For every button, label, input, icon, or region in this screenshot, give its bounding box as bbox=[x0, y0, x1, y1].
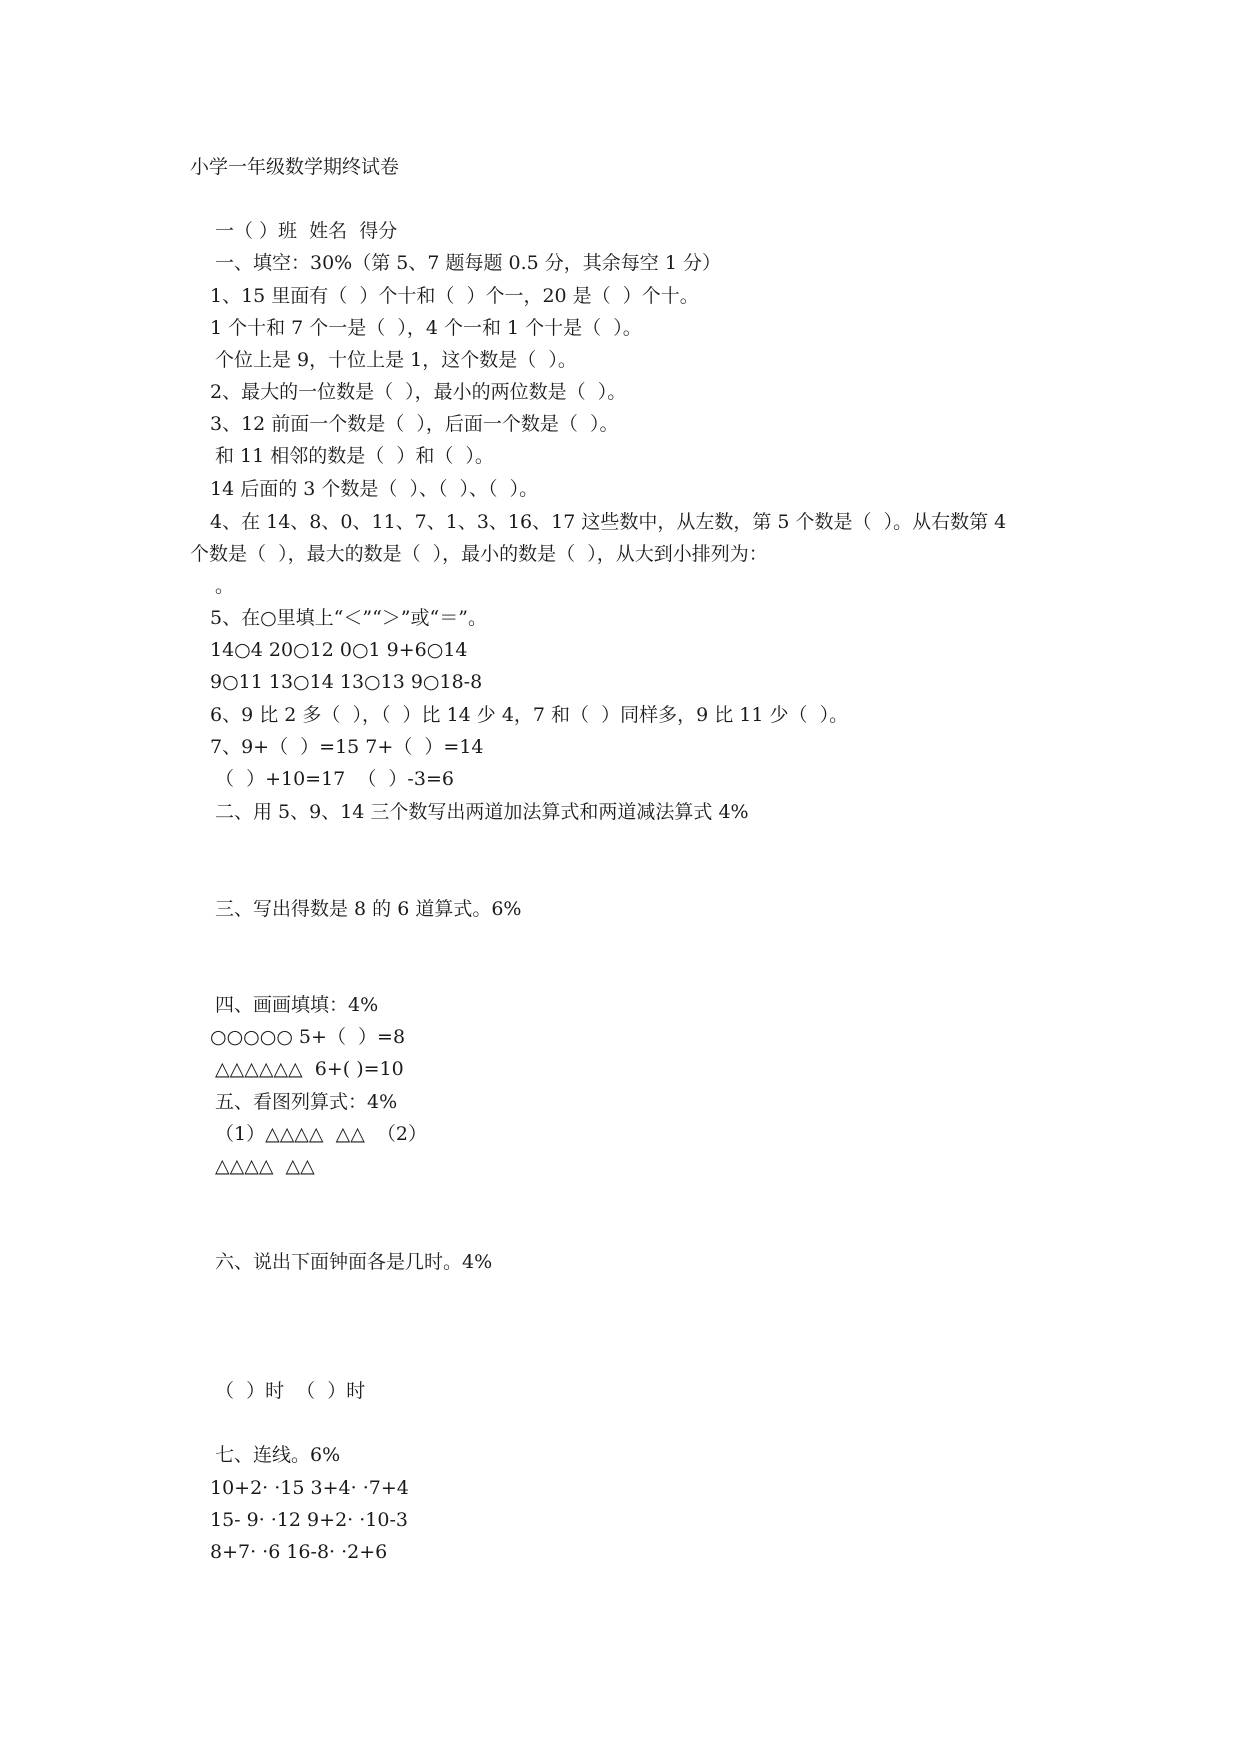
section-6-heading: 六、说出下面钟面各是几时。4% bbox=[215, 1251, 493, 1273]
section-1-heading: 一、填空：30%（第 5、7 题每题 0.5 分，其余每空 1 分） bbox=[215, 252, 721, 274]
section-6-answer-line: （ ）时 （ ）时 bbox=[215, 1380, 366, 1402]
student-info-line: 一（ ）班 姓名 得分 bbox=[215, 220, 398, 242]
question-4c: 。 bbox=[215, 575, 235, 597]
question-4b: 个数是（ ），最大的数是（ ），最小的数是（ ），从大到小排列为： bbox=[190, 543, 768, 565]
question-1c: 个位上是 9，十位上是 1，这个数是（ ）。 bbox=[215, 349, 577, 371]
section-7-heading: 七、连线。6% bbox=[215, 1444, 341, 1466]
question-2: 2、最大的一位数是（ ），最小的两位数是（ ）。 bbox=[210, 381, 627, 403]
question-5a: 14○4 20○12 0○1 9+6○14 bbox=[210, 639, 468, 661]
question-1b: 1 个十和 7 个一是（ ），4 个一和 1 个十是（ ）。 bbox=[210, 317, 642, 339]
question-3a: 3、12 前面一个数是（ ），后面一个数是（ ）。 bbox=[210, 413, 619, 435]
section-7-row-1: 10+2· ·15 3+4· ·7+4 bbox=[210, 1477, 409, 1499]
question-6: 6、9 比 2 多（ ），（ ）比 14 少 4，7 和（ ）同样多，9 比 11 少（ ）。 bbox=[210, 704, 849, 726]
section-4-heading: 四、画画填填：4% bbox=[215, 994, 379, 1016]
section-7-row-2: 15- 9· ·12 9+2· ·10-3 bbox=[210, 1509, 408, 1531]
section-4-line-a: ○○○○○ 5+（ ）=8 bbox=[210, 1026, 406, 1048]
section-5-line-b: △△△△ △△ bbox=[215, 1155, 315, 1177]
question-1a: 1、15 里面有（ ）个十和（ ）个一，20 是（ ）个十。 bbox=[210, 285, 699, 307]
question-7b: （ ）+10=17 （ ）-3=6 bbox=[215, 768, 454, 790]
question-3b: 和 11 相邻的数是（ ）和（ ）。 bbox=[215, 445, 494, 467]
question-4a: 4、在 14、8、0、11、7、1、3、16、17 这些数中，从左数，第 5 个数是（ ）。从右数第 4 bbox=[210, 511, 1007, 533]
question-5b: 9○11 13○14 13○13 9○18-8 bbox=[210, 671, 483, 693]
section-2-heading: 二、用 5、9、14 三个数写出两道加法算式和两道减法算式 4% bbox=[215, 801, 749, 823]
question-7a: 7、9+（ ）=15 7+（ ）=14 bbox=[210, 736, 484, 758]
section-4-line-b: △△△△△△ 6+( )=10 bbox=[215, 1058, 404, 1080]
section-5-line-a: （1）△△△△ △△ （2） bbox=[215, 1123, 428, 1145]
section-7-row-3: 8+7· ·6 16-8· ·2+6 bbox=[210, 1541, 388, 1563]
section-3-heading: 三、写出得数是 8 的 6 道算式。6% bbox=[215, 898, 522, 920]
section-5-heading: 五、看图列算式：4% bbox=[215, 1091, 398, 1113]
page-title: 小学一年级数学期终试卷 bbox=[190, 156, 400, 178]
question-3c: 14 后面的 3 个数是（ ）、（ ）、（ ）。 bbox=[210, 478, 539, 500]
question-5: 5、在○里填上“＜”“＞”或“＝”。 bbox=[210, 607, 487, 629]
